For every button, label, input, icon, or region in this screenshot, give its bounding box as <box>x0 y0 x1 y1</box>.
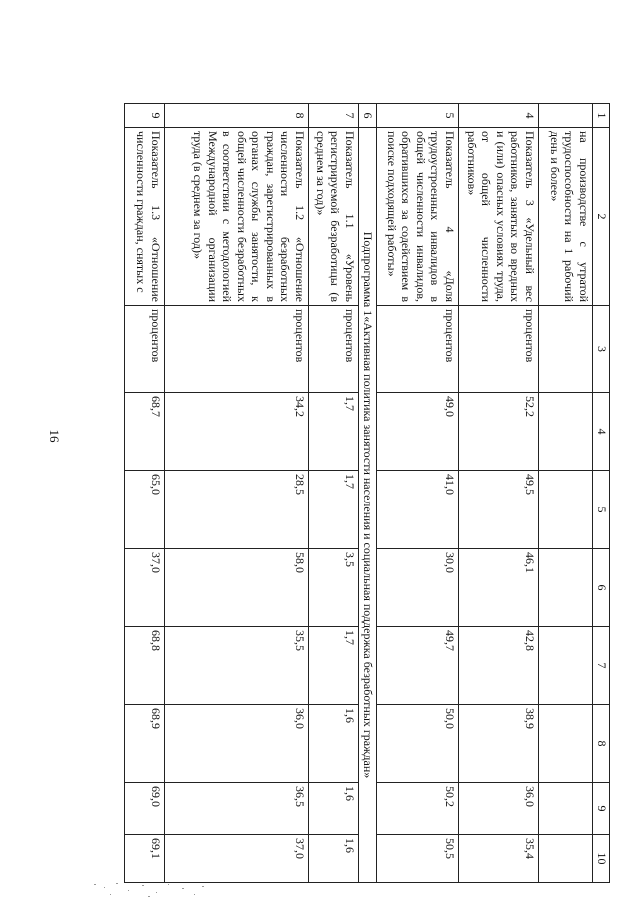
unit-cell: процентов <box>125 306 165 393</box>
header-cell: 9 <box>593 783 610 835</box>
row-number <box>539 104 593 128</box>
row-number: 7 <box>309 104 359 128</box>
row-number: 8 <box>165 104 309 128</box>
table-row <box>539 104 593 883</box>
subprogram-title: Подпрограмма 1«Активная политика занятости населения и социальная поддержка безработных граждан» <box>359 128 377 883</box>
indicator-name: Показатель 4 «Доля трудоустроенных инвалидов в общей численности инвалидов, обратившихся за содействием в поиске подходящей работы» <box>377 128 459 306</box>
value-cell: 68,7 <box>125 393 165 471</box>
value-cell: 58,0 <box>165 549 309 627</box>
value-cell: 28,5 <box>165 471 309 549</box>
value-cell: 36,0 <box>165 705 309 783</box>
value-cell <box>539 627 593 705</box>
header-cell: 6 <box>593 549 610 627</box>
value-cell: 46,1 <box>459 549 539 627</box>
value-cell: 3,5 <box>309 549 359 627</box>
indicator-name: на производстве с утратой трудоспособности на 1 рабочий день и более» <box>539 128 593 306</box>
value-cell: 38,9 <box>459 705 539 783</box>
row-number: 5 <box>377 104 459 128</box>
value-cell: 37,0 <box>125 549 165 627</box>
value-cell <box>539 393 593 471</box>
table-row <box>459 104 539 883</box>
indicator-name: Показатель 3 «Удельный вес работников, занятых во вредных и (или) опасных условиях труда, от общей численности работников» <box>459 128 539 306</box>
value-cell: 50,0 <box>377 705 459 783</box>
value-cell: 41,0 <box>377 471 459 549</box>
value-cell: 34,2 <box>165 393 309 471</box>
header-row <box>593 104 610 883</box>
value-cell: 1,7 <box>309 627 359 705</box>
value-cell: 69,0 <box>125 783 165 835</box>
unit-cell: процентов <box>165 306 309 393</box>
indicators-table <box>124 103 610 883</box>
value-cell: 50,2 <box>377 783 459 835</box>
value-cell: 1,7 <box>309 393 359 471</box>
header-cell: 8 <box>593 705 610 783</box>
value-cell: 30,0 <box>377 549 459 627</box>
value-cell: 68,8 <box>125 627 165 705</box>
unit-cell: процентов <box>459 306 539 393</box>
value-cell: 65,0 <box>125 471 165 549</box>
value-cell: 50,5 <box>377 835 459 883</box>
header-cell: 4 <box>593 393 610 471</box>
table-row <box>377 104 459 883</box>
value-cell: 37,0 <box>165 835 309 883</box>
value-cell <box>539 835 593 883</box>
value-cell <box>539 471 593 549</box>
value-cell <box>539 705 593 783</box>
value-cell: 36,0 <box>459 783 539 835</box>
page-number: 16 <box>47 429 62 443</box>
header-cell: 7 <box>593 627 610 705</box>
header-cell: 10 <box>593 835 610 883</box>
unit-cell: процентов <box>309 306 359 393</box>
value-cell: 35,4 <box>459 835 539 883</box>
value-cell <box>539 549 593 627</box>
header-cell: 3 <box>593 306 610 393</box>
table-row <box>125 104 165 883</box>
row-number: 6 <box>359 104 377 128</box>
indicator-name: Показатель 1.2 «Отношение численности безработных граждан, зарегистрированных в органах службы занятости, к общей численности безработных в соответствии с методологией Международной организации труда (в среднем за год)» <box>165 128 309 306</box>
indicator-name: Показатель 1.1 «Уровень регистрируемой безработицы (в среднем за год)» <box>309 128 359 306</box>
header-cell: 5 <box>593 471 610 549</box>
value-cell: 69,1 <box>125 835 165 883</box>
row-number: 9 <box>125 104 165 128</box>
scan-artifact <box>90 878 210 902</box>
value-cell: 42,8 <box>459 627 539 705</box>
table-row-subprogram <box>359 104 377 883</box>
row-number: 4 <box>459 104 539 128</box>
value-cell: 68,9 <box>125 705 165 783</box>
value-cell <box>539 783 593 835</box>
value-cell: 1,7 <box>309 471 359 549</box>
value-cell: 1,6 <box>309 783 359 835</box>
value-cell: 49,7 <box>377 627 459 705</box>
indicator-name: Показатель 1.3 «Отношение численности граждан, снятых с <box>125 128 165 306</box>
value-cell: 49,5 <box>459 471 539 549</box>
value-cell: 1,6 <box>309 705 359 783</box>
header-cell: 2 <box>593 128 610 306</box>
value-cell: 49,0 <box>377 393 459 471</box>
table-row <box>165 104 309 883</box>
header-cell: 1 <box>593 104 610 128</box>
unit-cell <box>539 306 593 393</box>
value-cell: 36,5 <box>165 783 309 835</box>
value-cell: 1,6 <box>309 835 359 883</box>
value-cell: 35,5 <box>165 627 309 705</box>
table-row <box>309 104 359 883</box>
value-cell: 52,2 <box>459 393 539 471</box>
rotated-table-container <box>78 103 610 882</box>
unit-cell: процентов <box>377 306 459 393</box>
